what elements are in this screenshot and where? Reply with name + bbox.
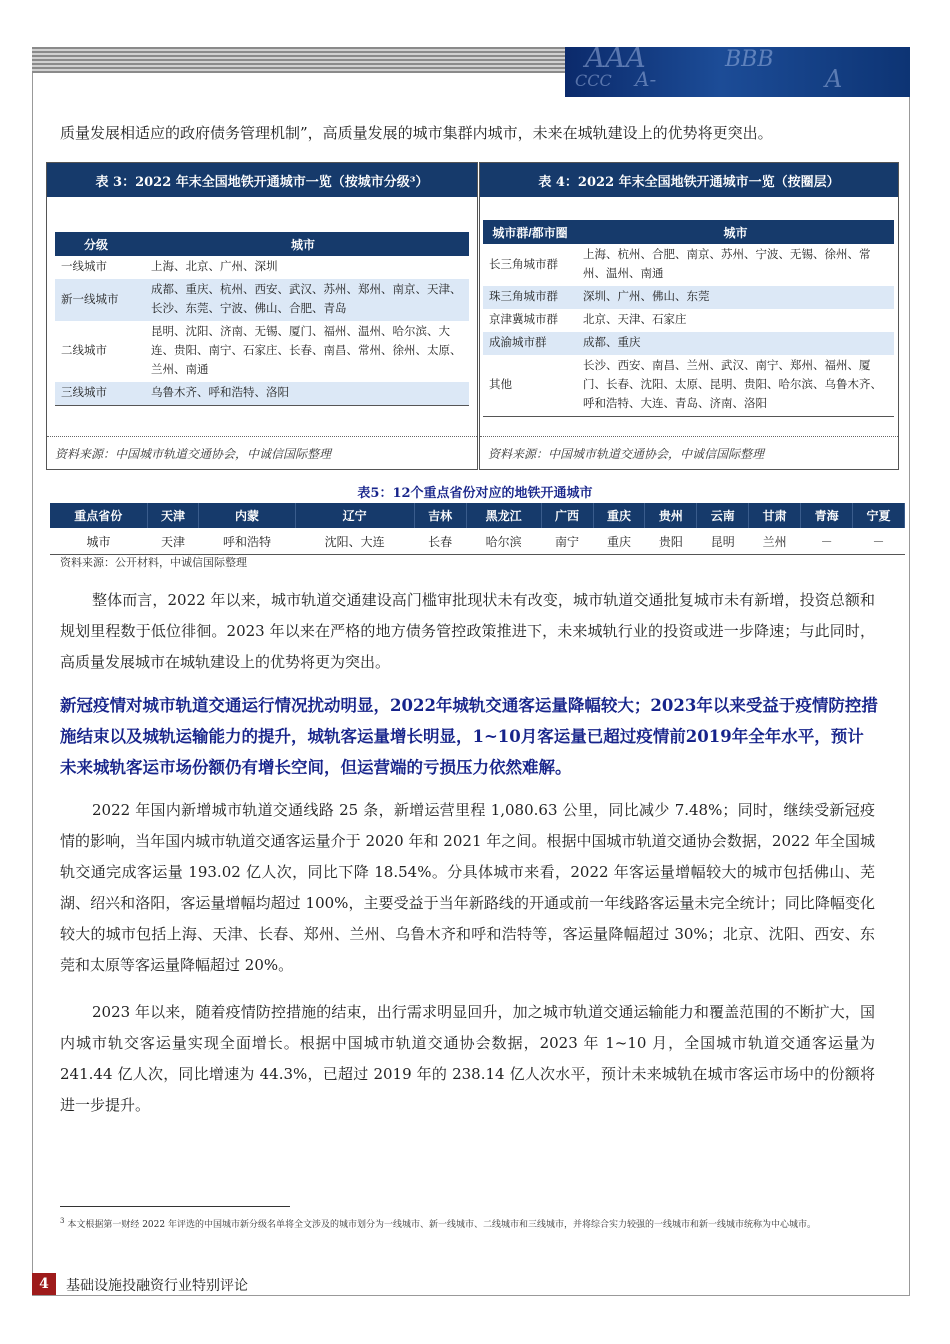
table4-header-cities: 城市 [577, 220, 894, 244]
table-row: 成渝城市群 成都、重庆 [483, 332, 894, 355]
table5 [50, 503, 905, 555]
table5-header: 辽宁 [295, 503, 414, 528]
table5-header: 云南 [697, 503, 749, 528]
table3-header-tier: 分级 [55, 232, 137, 256]
table-row: 其他 长沙、西安、南昌、兰州、武汉、南宁、郑州、福州、厦门、长春、沈阳、太原、昆明、贵阳、哈尔滨、乌鲁木齐、呼和浩特、大连、青岛、济南、洛阳 [483, 355, 894, 417]
table-row: 新一线城市 成都、重庆、杭州、西安、武汉、苏州、郑州、南京、天津、长沙、东莞、宁波、佛山、合肥、青岛 [55, 279, 469, 321]
footer-rule [32, 1295, 910, 1296]
table-row: 长三角城市群 上海、杭州、合肥、南京、苏州、宁波、无锡、徐州、常州、温州、南通 [489, 249, 871, 280]
footnote [60, 1214, 908, 1232]
table5-header: 重点省份 [50, 503, 147, 528]
table4-source: 资料来源：中国城市轨道交通协会，中诚信国际整理 [480, 436, 898, 469]
table5-header: 甘肃 [749, 503, 801, 528]
footnote-rule [60, 1206, 290, 1207]
table-row: 城市 天津 呼和浩特 沈阳、大连 长春 哈尔滨 南宁 重庆 贵阳 昆明 兰州 － － [50, 528, 905, 555]
table5-header: 宁夏 [853, 503, 905, 528]
intro-line: 质量发展相适应的政府债务管理机制”，高质量发展的城市集群内城市，未来在城轨建设上的优势将更突出。 [60, 124, 773, 142]
table-row: 京津冀城市群 北京、天津、石家庄 [489, 314, 687, 326]
table3 [55, 232, 469, 406]
footnote-text: 本文根据第一财经 2022 年评选的中国城市新分级名单将全文涉及的城市划分为一线城市、新一线城市、二线城市和三线城市，并将综合实力较强的一线城市和新一线城市统称为中心城市。 [67, 1220, 816, 1230]
table4 [483, 220, 894, 417]
table3-box [46, 162, 478, 470]
table3-source: 资料来源：中国城市轨道交通协会，中诚信国际整理 [47, 436, 477, 469]
table5-header: 吉林 [414, 503, 466, 528]
table4-header-group: 城市群/都市圈 [483, 220, 577, 244]
table-row: 三线城市 乌鲁木齐、呼和浩特、洛阳 [55, 382, 469, 406]
footnote-mark: 3 [60, 1217, 65, 1225]
header-stripe [32, 47, 565, 73]
table-row: 珠三角城市群 深圳、广州、佛山、东莞 [483, 286, 894, 309]
table5-header: 黑龙江 [466, 503, 541, 528]
table5-header: 青海 [801, 503, 853, 528]
table4-title: 表 4：2022 年末全国地铁开通城市一览（按圈层） [480, 163, 898, 197]
table3-title: 表 3：2022 年末全国地铁开通城市一览（按城市分级³） [47, 163, 477, 197]
table-row: 二线城市 昆明、沈阳、济南、无锡、厦门、福州、温州、哈尔滨、大连、贵阳、南宁、石家庄、长春、南昌、常州、徐州、太原、兰州、南通 [61, 326, 462, 376]
page-border-left [32, 73, 33, 1295]
table5-title: 表5：12个重点省份对应的地铁开通城市 [357, 486, 593, 501]
paragraph-overview: 整体而言，2022 年以来，城市轨道交通建设高门槛审批现状未有改变，城市轨道交通批复城市未有新增，投资总额和规划里程数于低位徘徊。2023 年以来在严格的地方债务管控政策推进下，未来城轨行业的投资或进一步降速；与此同时，高质量发展城市在城轨建设上的优势将更为突出。 [60, 591, 875, 671]
footer-title: 基础设施投融资行业特别评论 [66, 1278, 248, 1294]
table5-header: 重庆 [593, 503, 645, 528]
table3-header-cities: 城市 [137, 232, 469, 256]
table5-header: 天津 [147, 503, 199, 528]
table-row: 一线城市 上海、北京、广州、深圳 [61, 261, 278, 273]
paragraph-2023: 2023 年以来，随着疫情防控措施的结束，出行需求明显回升，加之城市轨道交通运输能力和覆盖范围的不断扩大，国内城市轨交客运量实现全面增长。根据中国城市轨道交通协会数据，2023 年 1~10 月，全国城市轨道交通客运量为 241.44 亿人次，同比增速为 44.3%，已超过 2019 年的 238.14 亿人次水平，预计未来城轨在城市客运市场中的份额将进一步提升。 [60, 1003, 875, 1114]
table5-source: 资料来源：公开材料，中诚信国际整理 [60, 557, 247, 569]
section-heading: 新冠疫情对城市轨道交通运行情况扰动明显，2022年城轨交通客运量降幅较大；2023年以来受益于疫情防控措施结束以及城轨运输能力的提升，城轨客运量增长明显，1~10月客运量已超过疫情前2019年全年水平，预计未来城轨客运市场份额仍有增长空间，但运营端的亏损压力依然难解。 [60, 696, 878, 777]
paragraph-2022: 2022 年国内新增城市轨道交通线路 25 条，新增运营里程 1,080.63 公里，同比减少 7.48%；同时，继续受新冠疫情的影响，当年国内城市轨道交通客运量介于 2020 年和 2021 年之间。根据中国城市轨道交通协会数据，2022 年全国城轨交通完成客运量 193.02 亿人次，同比下降 18.54%。分具体城市来看，2022 年客运量增幅较大的城市包括佛山、芜湖、绍兴和洛阳，客运量增幅均超过 100%，主要受益于当年新路线的开通或前一年线路客运量未完全统计；同比降幅变化较大的城市包括上海、天津、长春、郑州、兰州、乌鲁木齐和呼和浩特等，客运量降幅超过 30%；北京、沈阳、西安、东莞和太原等客运量降幅超过 20%。 [60, 801, 875, 974]
table5-header: 广西 [541, 503, 593, 528]
table5-header: 贵州 [645, 503, 697, 528]
page-number: 4 [32, 1273, 56, 1295]
header-banner-image: AAA BBB CCC A- A [565, 47, 910, 97]
page-border-right [909, 97, 910, 1295]
table4-box [479, 162, 899, 470]
table5-header: 内蒙 [199, 503, 295, 528]
